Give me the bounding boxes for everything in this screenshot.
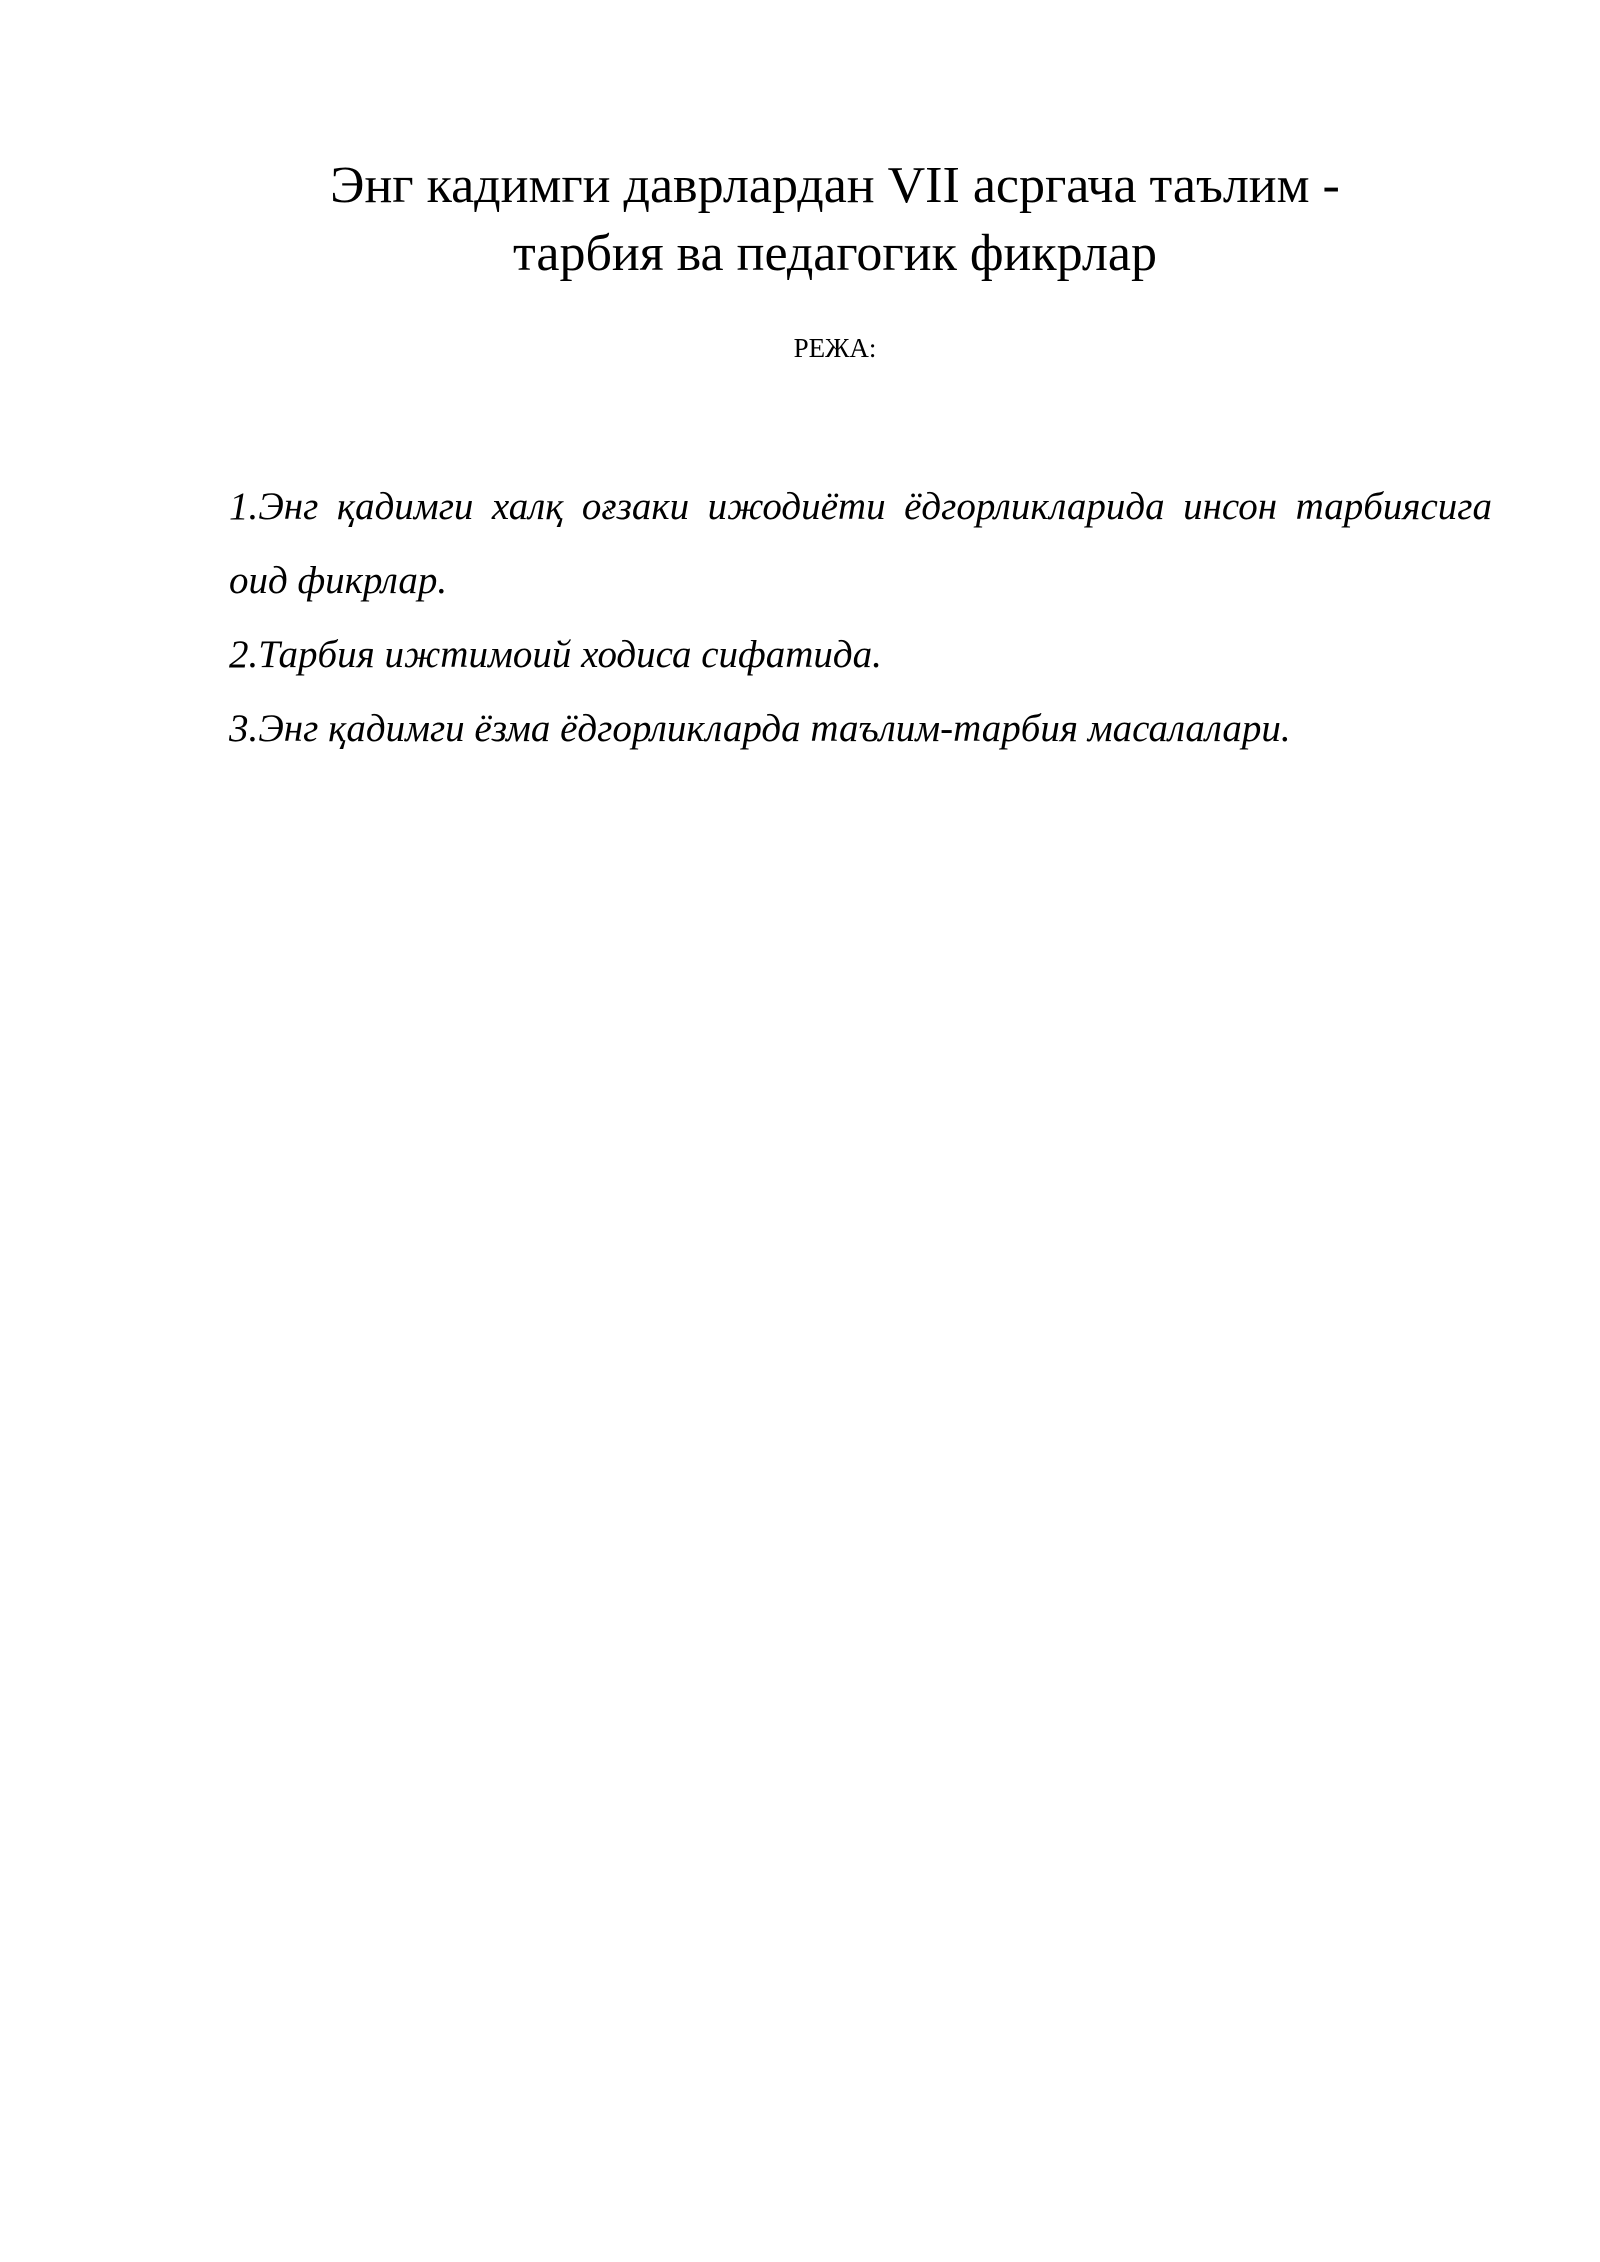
plan-item-1: 1.Энг қадимги халқ оғзаки ижодиёти ёдгорликларида инсон тарбиясига оид фикрлар. <box>229 485 1492 602</box>
plan-item-2: 2.Тарбия ижтимоий ходиса сифатида. <box>229 633 882 676</box>
title-line-2: тарбия ва педагогик фикрлар <box>513 225 1157 282</box>
plan-heading: РЕЖА: <box>793 333 877 363</box>
title-line-1: Энг кадимги даврлардан VII асргача таълим - <box>330 157 1340 214</box>
plan-list <box>229 470 1492 766</box>
plan-item-3: 3.Энг қадимги ёзма ёдгорликларда таълим-тарбия масалалари. <box>229 707 1291 750</box>
document-title <box>230 152 1440 288</box>
